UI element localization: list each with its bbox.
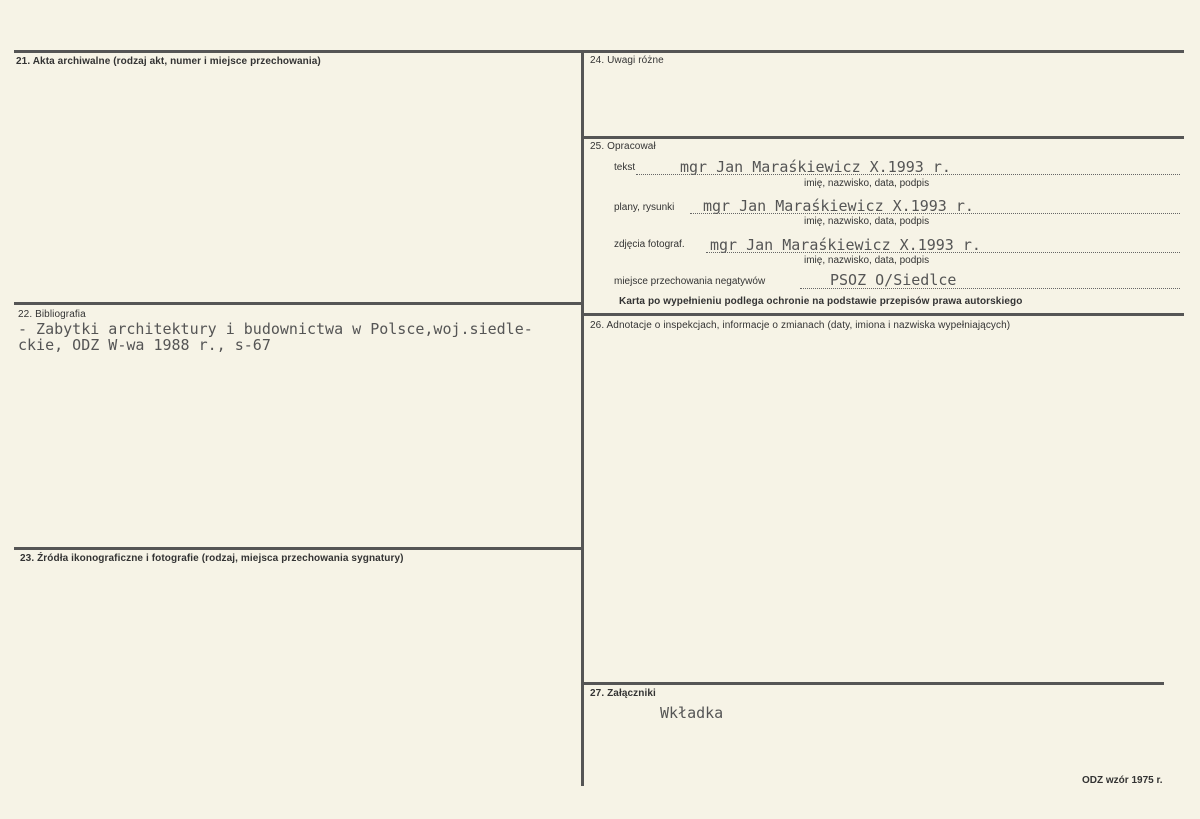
photos-line (706, 252, 1180, 253)
section-25-label: 25. Opracował (590, 141, 656, 152)
section-24-label: 24. Uwagi różne (590, 55, 664, 66)
form-footer: ODZ wzór 1975 r. (1082, 775, 1163, 786)
section-26-label: 26. Adnotacje o inspekcjach, informacje o zmianach (daty, imiona i nazwiska wypełniających) (590, 320, 1011, 331)
author-text-value: mgr Jan Maraśkiewicz X.1993 r. (680, 158, 951, 176)
photos-caption: imię, nazwisko, data, podpis (804, 255, 930, 266)
rule-21-22 (14, 302, 581, 305)
center-divider (581, 52, 584, 786)
plans-value: mgr Jan Maraśkiewicz X.1993 r. (703, 197, 974, 215)
negatives-label: miejsce przechowania negatywów (614, 276, 766, 287)
rule-25-26 (584, 313, 1184, 316)
section-22-label: 22. Bibliografia (18, 309, 86, 320)
attachments-value: Wkładka (660, 704, 724, 722)
author-text-caption: imię, nazwisko, data, podpis (804, 178, 930, 189)
rule-22-23 (14, 547, 581, 550)
plans-label: plany, rysunki (614, 202, 675, 213)
plans-caption: imię, nazwisko, data, podpis (804, 216, 930, 227)
plans-line (690, 213, 1180, 214)
section-27-label: 27. Załączniki (590, 688, 656, 699)
top-rule (14, 50, 1184, 53)
copyright-note: Karta po wypełnieniu podlega ochronie na podstawie przepisów prawa autorskiego (619, 296, 1023, 307)
negatives-line (800, 288, 1180, 289)
photos-value: mgr Jan Maraśkiewicz X.1993 r. (710, 236, 981, 254)
rule-26-27 (584, 682, 1164, 685)
bibliography-line-2: ckie, ODZ W-wa 1988 r., s-67 (18, 336, 271, 354)
section-21-label: 21. Akta archiwalne (rodzaj akt, numer i miejsce przechowania) (16, 56, 321, 67)
bibliography-line-1: - Zabytki architektury i budownictwa w Polsce,woj.siedle- (18, 320, 533, 338)
author-text-line (636, 174, 1180, 175)
negatives-value: PSOZ O/Siedlce (830, 271, 957, 289)
section-23-label: 23. Źródła ikonograficzne i fotografie (rodzaj, miejsca przechowania sygnatury) (20, 553, 404, 564)
rule-24-25 (584, 136, 1184, 139)
author-text-label: tekst (614, 162, 636, 173)
photos-label: zdjęcia fotograf. (614, 239, 685, 250)
